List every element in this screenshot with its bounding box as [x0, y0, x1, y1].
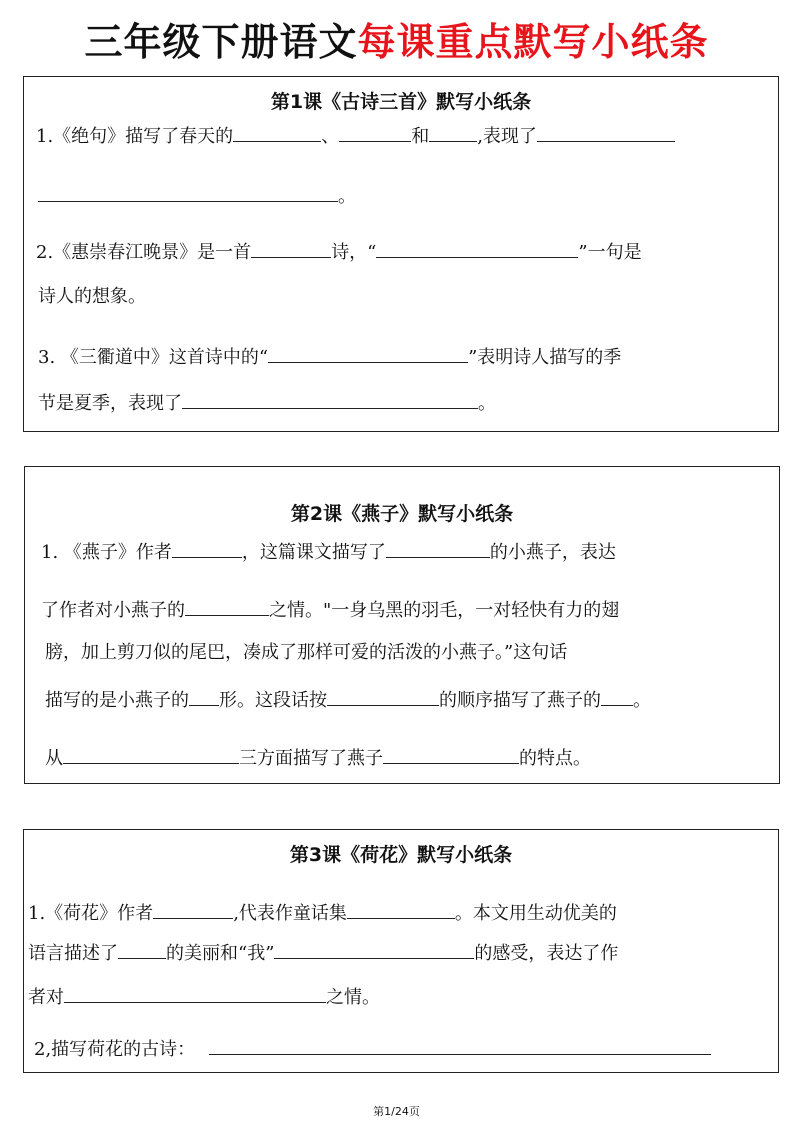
- blank[interactable]: [339, 123, 411, 142]
- blank[interactable]: [209, 1036, 711, 1055]
- lesson2-title: 第2课《燕子》默写小纸条: [290, 503, 514, 525]
- lesson2-line1: 1. 《燕子》作者 ，这篇课文描写了 的小燕子，表达: [41, 539, 616, 565]
- blank[interactable]: [189, 687, 219, 706]
- lesson1-q2-line1: 2.《惠崇春江晚景》是一首 诗，“ ”一句是: [36, 239, 642, 265]
- lesson3-line1: 1.《荷花》作者 ,代表作童话集 。本文用生动优美的: [28, 900, 617, 926]
- lesson2-line4: 描写的是小燕子的 形。这段话按 的顺序描写了燕子的 。: [45, 687, 651, 713]
- lesson3-card: [23, 829, 779, 1073]
- blank[interactable]: [153, 900, 233, 919]
- lesson1-q2-line2: 诗人的想象。: [38, 286, 146, 307]
- blank[interactable]: [118, 940, 166, 959]
- blank[interactable]: [274, 940, 474, 959]
- blank[interactable]: [172, 539, 242, 558]
- lesson1-q3-line1: 3. 《三衢道中》这首诗中的“ ”表明诗人描写的季: [38, 344, 621, 370]
- blank[interactable]: [182, 390, 478, 409]
- blank[interactable]: [327, 687, 439, 706]
- title-red: 每课重点默写小纸条: [357, 20, 709, 64]
- page-title: [0, 18, 793, 66]
- lesson1-card: [23, 76, 779, 432]
- lesson1-q3-line2: 节是夏季，表现了 。: [38, 390, 496, 416]
- blank[interactable]: [537, 123, 675, 142]
- blank[interactable]: [268, 344, 468, 363]
- page-number: 第1/24页: [373, 1105, 420, 1118]
- title-black: 三年级下册语文: [84, 20, 358, 64]
- blank[interactable]: [251, 239, 331, 258]
- blank[interactable]: [63, 745, 239, 764]
- blank[interactable]: [601, 687, 633, 706]
- blank[interactable]: [38, 183, 338, 202]
- blank[interactable]: [383, 745, 519, 764]
- lesson2-line3: 膀，加上剪刀似的尾巴，凑成了那样可爱的活泼的小燕子。”这句话: [45, 642, 568, 663]
- lesson3-line4: 2,描写荷花的古诗：: [34, 1036, 711, 1062]
- blank[interactable]: [64, 984, 326, 1003]
- blank[interactable]: [233, 123, 321, 142]
- lesson3-title: 第3课《荷花》默写小纸条: [289, 844, 513, 866]
- blank[interactable]: [185, 597, 269, 616]
- lesson2-line2: 了作者对小燕子的 之情。"一身乌黑的羽毛，一对轻快有力的翅: [41, 597, 619, 623]
- lesson1-q1-line1: 1.《绝句》描写了春天的 、 和 ,表现了: [36, 123, 675, 149]
- lesson3-line2: 语言描述了 的美丽和“我” 的感受，表达了作: [28, 940, 618, 966]
- blank[interactable]: [376, 239, 578, 258]
- blank[interactable]: [429, 123, 477, 142]
- lesson1-title: 第1课《古诗三首》默写小纸条: [270, 91, 532, 113]
- blank[interactable]: [386, 539, 490, 558]
- lesson1-q1-line2: 。: [38, 183, 356, 209]
- lesson2-line5: 从 三方面描写了燕子 的特点。: [45, 745, 591, 771]
- lesson2-card: [24, 466, 780, 784]
- blank[interactable]: [347, 900, 455, 919]
- lesson3-line3: 者对 之情。: [28, 984, 380, 1010]
